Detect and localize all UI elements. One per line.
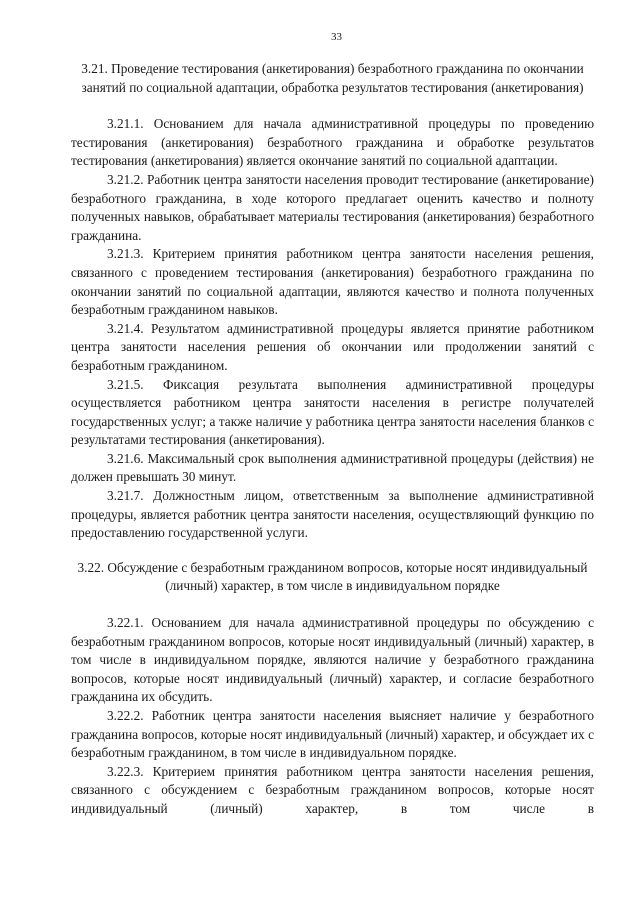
section-body-3-21 (71, 115, 594, 543)
section-heading-3-22: 3.22. Обсуждение с безработным гражданином вопросов, которые носят индивидуальный (личный) характер, в том числе в индивидуальном порядке (77, 559, 588, 594)
paragraph-3-21-1: 3.21.1. Основанием для начала административной процедуры по проведению тестирования (анкетирования) безработного гражданина и обработке результатов тестирования (анкетирования) является окончание занятий по социальной адаптации. (71, 116, 594, 169)
paragraph-3-21-6: 3.21.6. Максимальный срок выполнения административной процедуры (действия) не должен превышать 30 минут. (71, 450, 594, 485)
paragraph-3-22-3: 3.22.3. Критерием принятия работником центра занятости населения решения, связанного с обсуждением с безработным гражданином вопросов, которые носят индивидуальный (личный) характер, в том числе в (71, 763, 594, 816)
section-heading-3-21: 3.21. Проведение тестирования (анкетирования) безработного гражданина по окончании занятий по социальной адаптации, обработка результатов тестирования (анкетирования) (81, 61, 584, 95)
paragraph-3-21-5: 3.21.5. Фиксация результата выполнения административной процедуры осуществляется работником центра занятости населения в регистре получателей государственных услуг; а также наличие у работника центра занятости населения бланков с результатами тестирования (анкетирования). (71, 376, 594, 448)
section-body-3-22 (71, 614, 594, 819)
page-number: 33 (331, 31, 342, 43)
paragraph-3-21-4: 3.21.4. Результатом административной процедуры является принятие работником центра занятости населения решения об окончании или продолжении занятий с безработным гражданином. (71, 320, 594, 373)
paragraph-3-21-3: 3.21.3. Критерием принятия работником центра занятости населения решения, связанного с проведением тестирования (анкетирования) безработного гражданина по окончании занятий по социальной адаптации, являются качество и полнота полученных безработным гражданином навыков. (71, 246, 594, 318)
paragraph-3-22-2: 3.22.2. Работник центра занятости населения выясняет наличие у безработного гражданина вопросов, которые носят индивидуальный (личный) характер, и обсуждает их с безработным гражданином, в том числе в индивидуальном порядке. (71, 708, 594, 761)
paragraph-3-22-1: 3.22.1. Основанием для начала административной процедуры по обсуждению с безработным гражданином вопросов, которые носят индивидуальный (личный) характер, в том числе в индивидуальном порядке, являются наличие у безработного гражданина вопросов, которые носят индивидуальный (личный) характер, и согласие безработного гражданина их обсудить. (71, 615, 594, 705)
paragraph-3-21-7: 3.21.7. Должностным лицом, ответственным за выполнение административной процедуры, является работник центра занятости населения, осуществляющий функцию по предоставлению государственной услуги. (71, 488, 594, 541)
paragraph-3-21-2: 3.21.2. Работник центра занятости населения проводит тестирование (анкетирование) безработного гражданина, в ходе которого предлагает оценить качество и полноту полученных навыков, обрабатывает материалы тестирования (анкетирования) безработного гражданина. (71, 171, 594, 243)
